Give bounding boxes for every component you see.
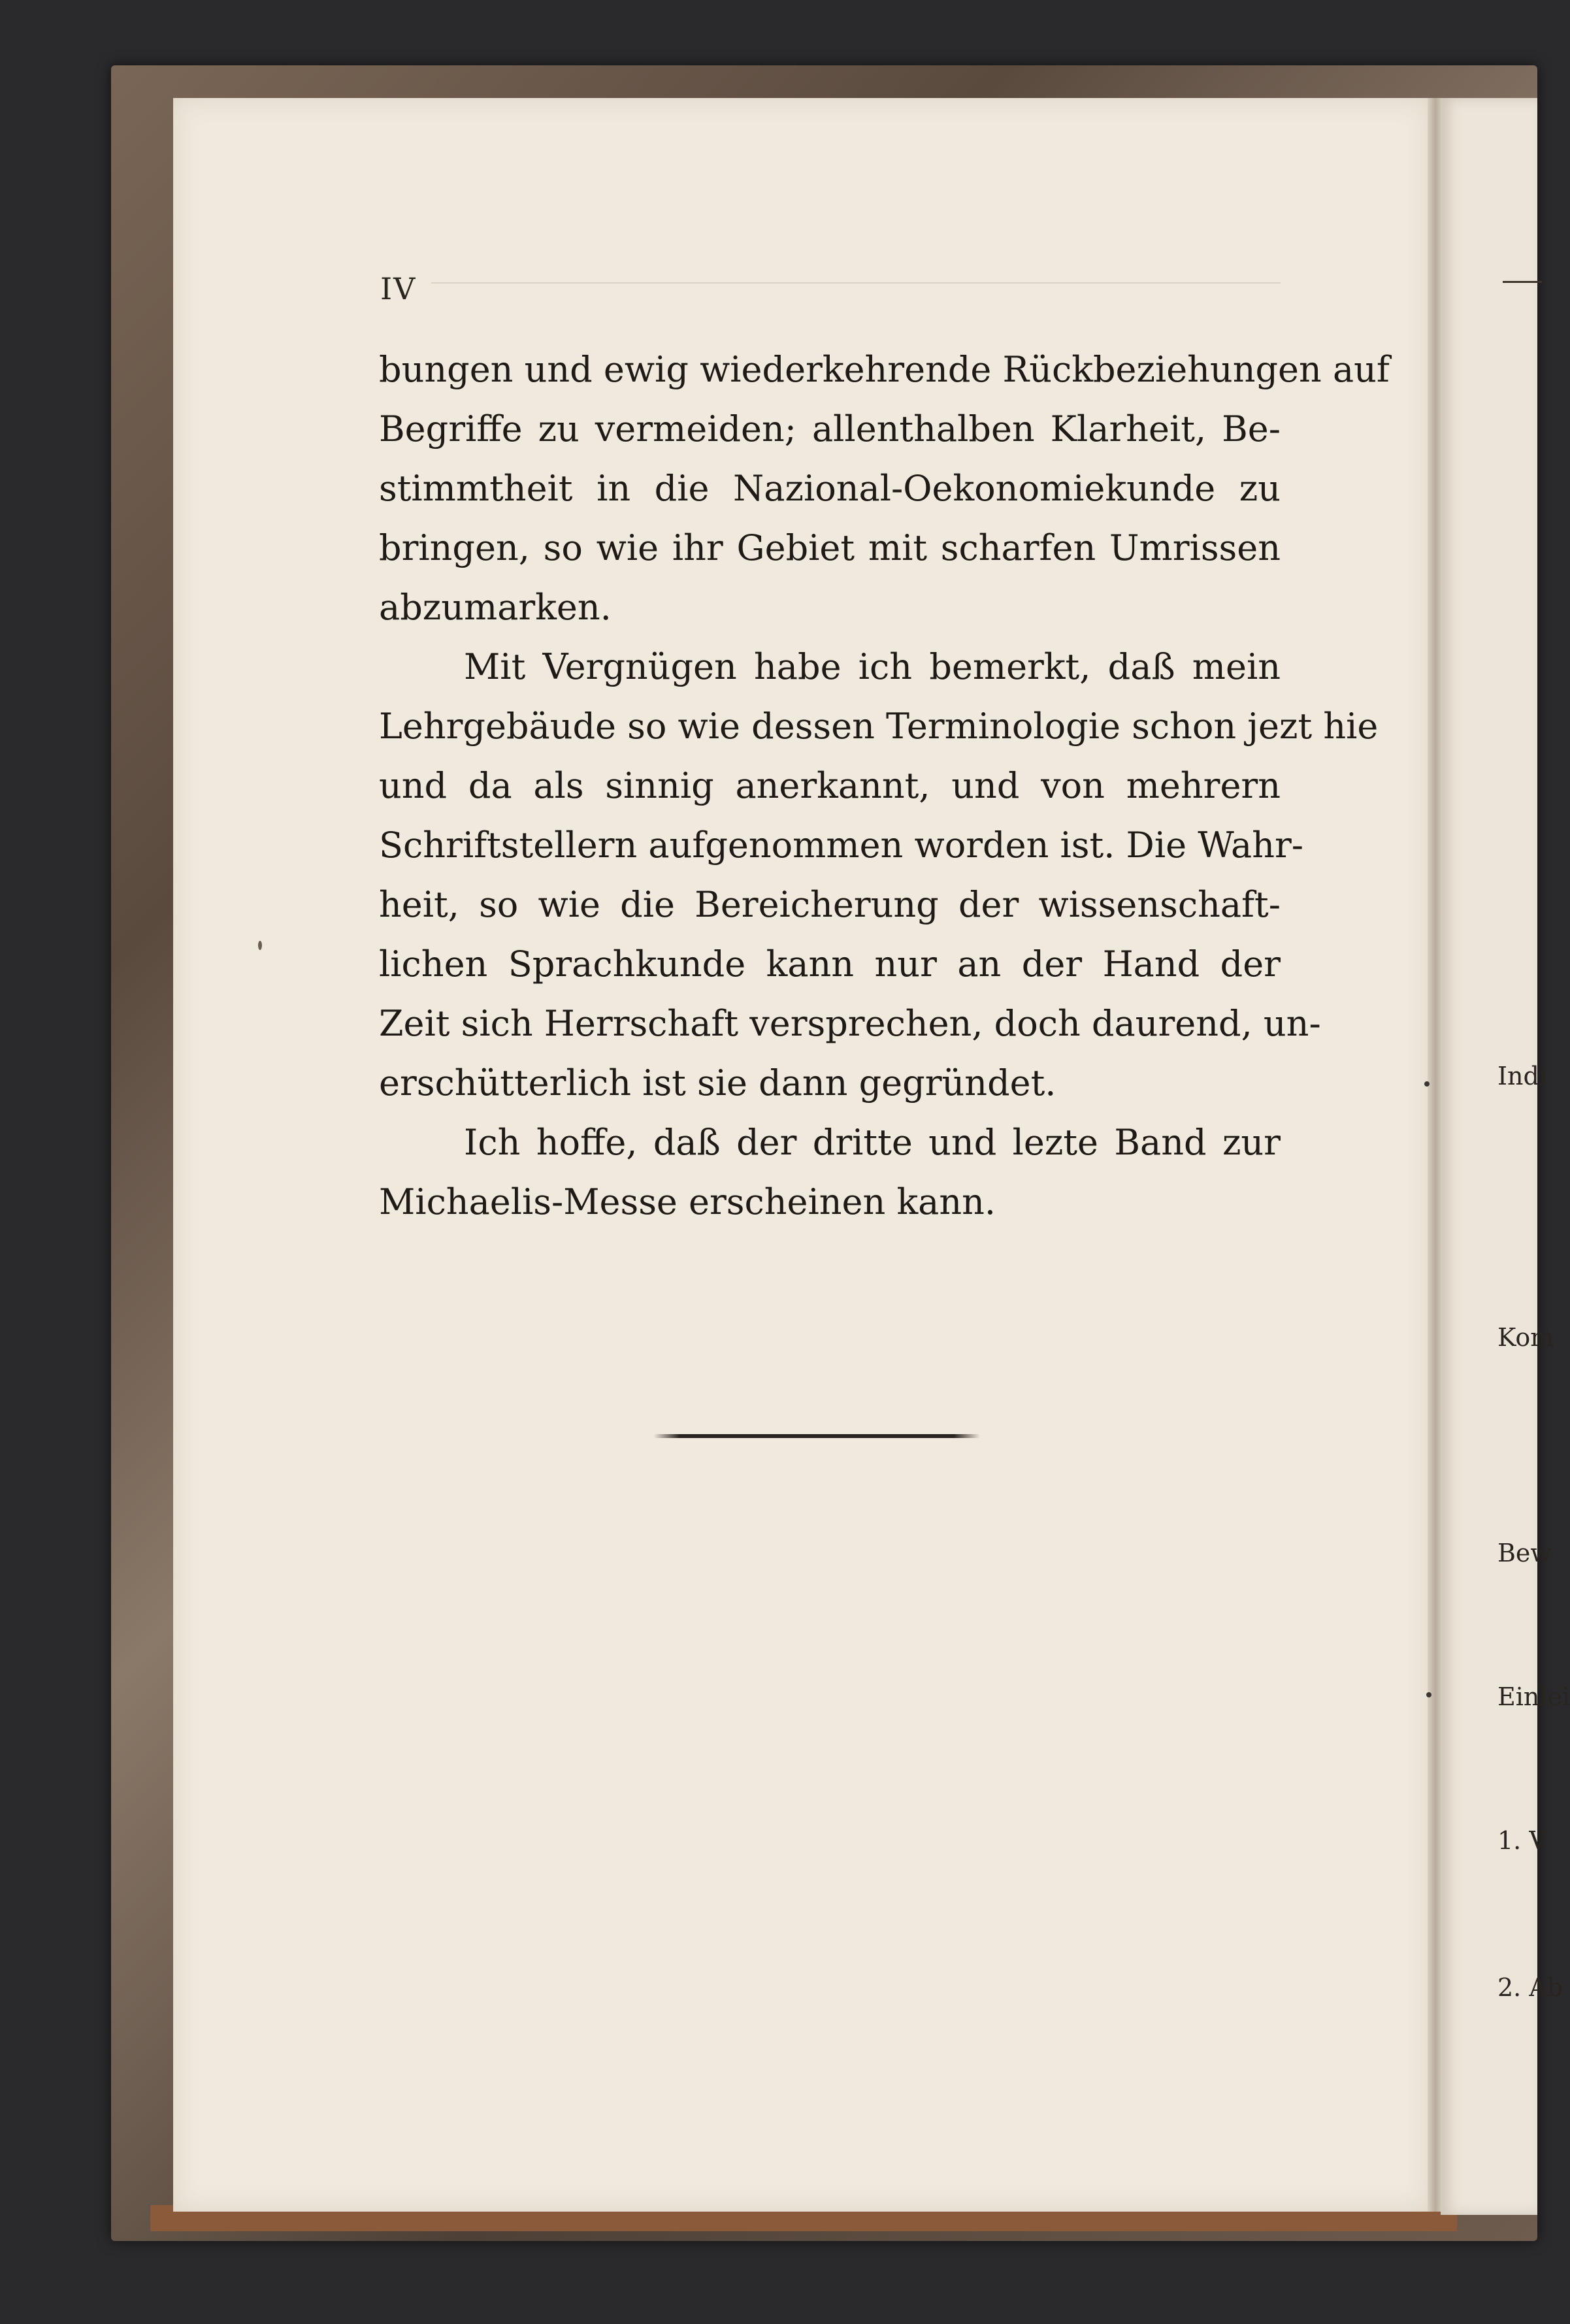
- right-page-entry: Indi: [1497, 1062, 1547, 1090]
- end-ornament-rule: [653, 1434, 980, 1438]
- text-line: Schriftstellern aufgenommen worden ist. Die Wahr-: [379, 825, 1304, 866]
- right-page-dash: [1503, 281, 1542, 283]
- text-line: Michaelis-Messe erscheinen kann.: [379, 1181, 996, 1222]
- right-page: [1441, 98, 1537, 2215]
- right-page-entry: Einlei: [1497, 1682, 1570, 1711]
- text-line: lichen Sprachkunde kann nur an der Hand der: [379, 943, 1281, 985]
- right-page-entry: Bew: [1497, 1539, 1552, 1567]
- header-rule: [431, 282, 1281, 284]
- text-line: erschütterlich ist sie dann gegründet.: [379, 1062, 1056, 1104]
- text-line: stimmtheit in die Nazional-Oekonomiekunde zu: [379, 468, 1281, 509]
- ink-speck: [1424, 1081, 1430, 1087]
- paper-mark: [258, 941, 262, 950]
- text-line: Zeit sich Herrschaft versprechen, doch daurend, un-: [379, 1003, 1321, 1044]
- text-line: Mit Vergnügen habe ich bemerkt, daß mein: [464, 646, 1281, 687]
- text-line: abzumarken.: [379, 587, 612, 628]
- right-page-entry: 2. Ab: [1497, 1973, 1563, 2002]
- text-line: Lehrgebäude so wie dessen Terminologie schon jezt hie: [379, 706, 1379, 747]
- text-line: und da als sinnig anerkannt, und von mehrern: [379, 765, 1281, 806]
- right-page-entry: Kom: [1497, 1323, 1554, 1352]
- text-line: Begriffe zu vermeiden; allenthalben Klarheit, Be-: [379, 408, 1281, 450]
- text-line: bringen, so wie ihr Gebiet mit scharfen Umrissen: [379, 527, 1281, 568]
- right-page-entry: 1. V: [1497, 1826, 1547, 1855]
- page-body-text: [379, 340, 1390, 1232]
- text-line: heit, so wie die Bereicherung der wissenschaft-: [379, 884, 1281, 925]
- page-number: IV: [380, 271, 417, 306]
- text-line: Ich hoffe, daß der dritte und lezte Band zur: [464, 1122, 1281, 1163]
- ink-speck: [1426, 1692, 1431, 1697]
- text-line: bungen und ewig wiederkehrende Rückbeziehungen auf: [379, 349, 1390, 390]
